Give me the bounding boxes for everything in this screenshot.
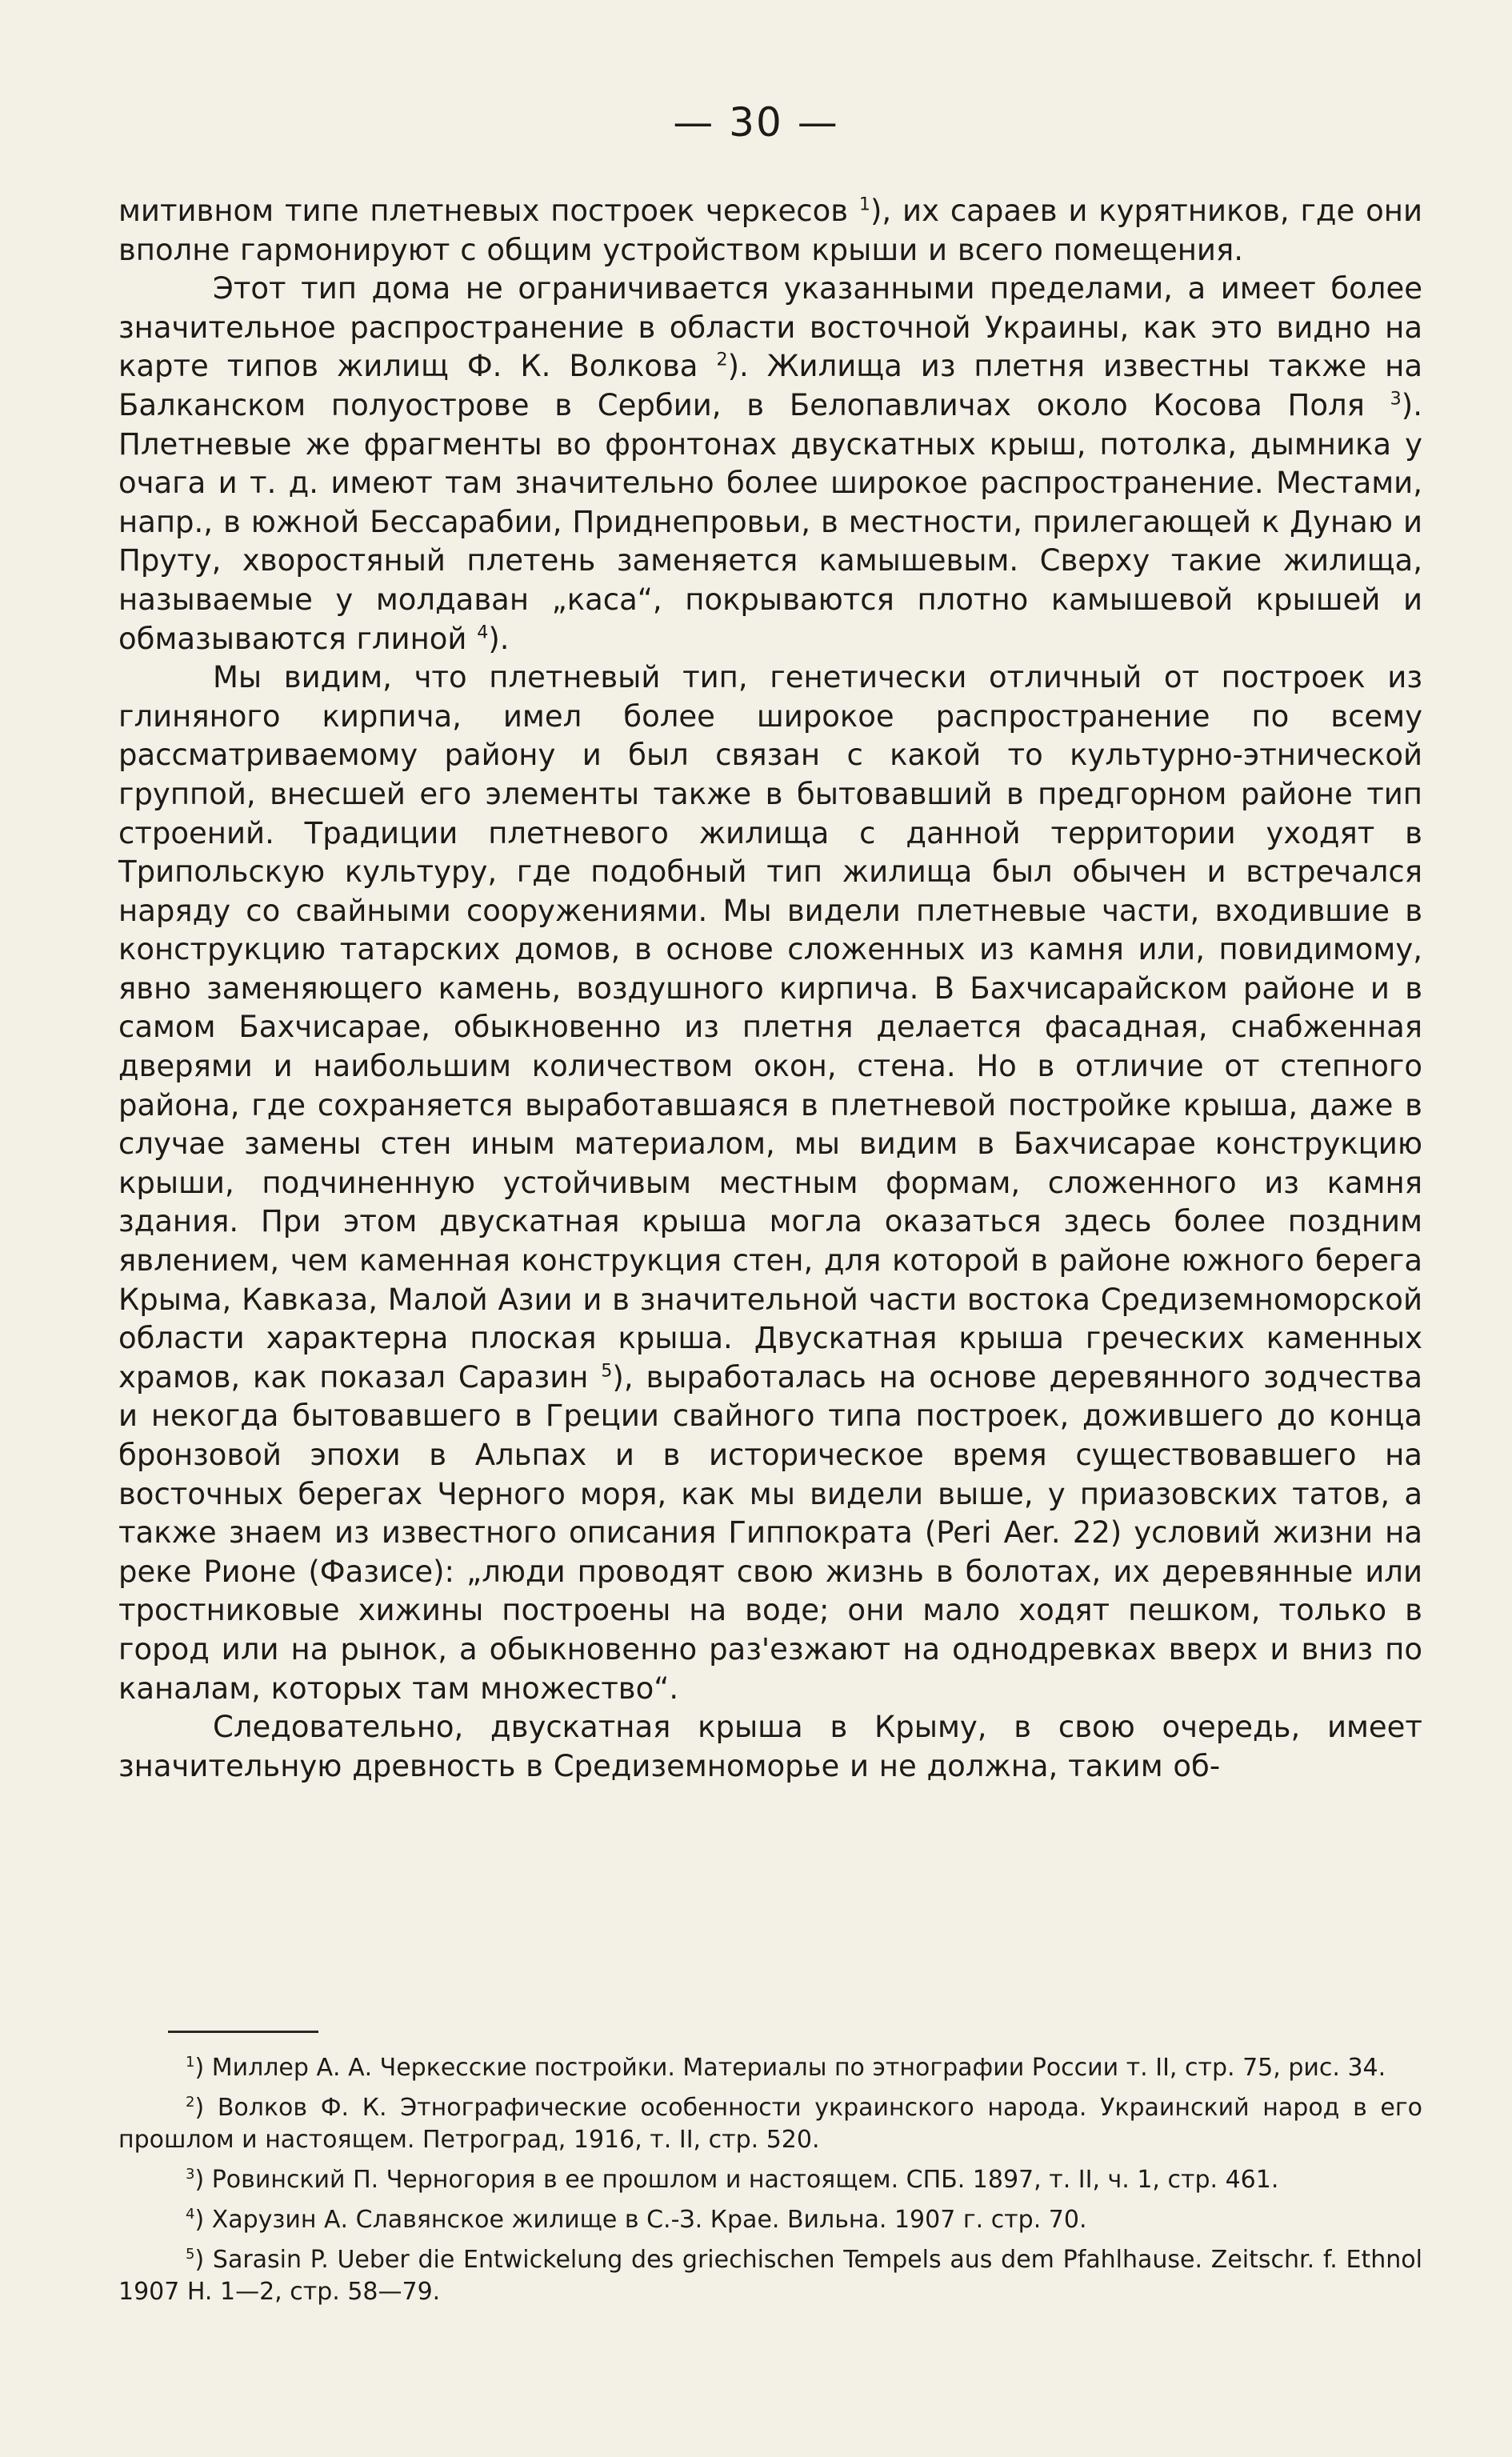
text-segment: ). Плетневые же фрагменты во фронтонах двускатных крыш, потолка, дымника у очага и т. д. имеют там значительно более широкое распространение. Местами, напр., в южной Бессарабии, Приднепровьи, в местности, прилегающей к Дунаю и Пруту, хворостяный плетень заменяется камышевым. Сверху такие жилища, называемые у молдаван „каса“, покрываются плотно камышевой крышей и обмазываются глиной	[118, 387, 1422, 656]
footnote-text: Волков Ф. К. Этнографические особенности украинского народа. Украинский народ в его прошлом и настоящем. Петроград, 1916, т. II, стр. 520.	[118, 2094, 1422, 2154]
footnote-mark: 3	[186, 2166, 195, 2183]
footnote: $^4$) Харузин А. Славянское жилище в С.-З. Крае. Вильна. 1907 г. стр. 70.	[186, 2206, 1087, 2234]
footnote-divider	[168, 2031, 318, 2033]
text-segment: Этот тип дома не ограничивается указанными пределами, а имеет более значительное распространение в области восточной Украины, как это видно на карте типов жилищ Ф. К. Волкова	[118, 271, 1422, 384]
text-segment: Следовательно, двускатная крыша в Крыму, в свою очередь, имеет значительную древность в Средиземноморье и не должна, таким об-	[118, 1710, 1422, 1783]
text-segment: ), их сараев и курятников, где они вполне гармонируют с общим устройством крыши и всего помещения.	[118, 194, 1422, 267]
main-text	[118, 192, 1422, 1786]
footnote-ref: 1	[858, 194, 870, 215]
footnote-mark: 4	[186, 2206, 195, 2223]
footnote-ref: 2	[716, 350, 728, 371]
footnote: $^5$) Sarasin P. Ueber die Entwickelung des griechischen Tempels aus dem Pfahlhause. Zeitschr. f. Ethnol 1907 H. 1—2, стр. 58—79.	[118, 2246, 1422, 2306]
text-segment: ).	[488, 621, 510, 656]
paragraph	[118, 1708, 1422, 1786]
page-number: — 30 —	[673, 99, 839, 146]
paragraph	[118, 658, 1422, 1708]
footnote-text: Sarasin P. Ueber die Entwickelung des griechischen Tempels aus dem Pfahlhause. Zeitschr. f. Ethnol 1907 H. 1—2, стр. 58—79.	[118, 2246, 1422, 2306]
text-segment: Мы видим, что плетневый тип, генетически отличный от построек из глиняного кирпича, имел более широкое распространение по всему рассматриваемому району и был связан с какой то культурно-этнической группой, внесшей его элементы также в бытовавший в предгорном районе тип строений. Традиции плетневого жилища с данной территории уходят в Трипольскую культуру, где подобный тип жилища был обычен и встречался наряду со свайными сооружениями. Мы видели плетневые части, входившие в конструкцию татарских домов, в основе сложенных из камня или, повидимому, явно заменяющего камень, воздушного кирпича. В Бахчисарайском районе и в самом Бахчисарае, обыкновенно из плетня делается фасадная, снабженная дверями и наибольшим количеством окон, стена. Но в отличие от степного района, где сохраняется выработавшаяся в плетневой постройке крыша, даже в случае замены стен иным материалом, мы видим в Бахчисарае конструкцию крыши, подчиненную устойчивым местным формам, сложенного из камня здания. При этом двускатная крыша могла оказаться здесь более поздним явлением, чем каменная конструкция стен, для которой в районе южного берега Крыма, Кавказа, Малой Азии и в значительной части востока Средиземноморской области характерна плоская крыша. Двускатная крыша греческих каменных храмов, как показал Саразин	[118, 660, 1422, 1395]
footnote-mark: 1	[186, 2054, 195, 2071]
footnote-text: Миллер А. А. Черкесские постройки. Материалы по этнографии России т. II, стр. 75, рис. 34.	[211, 2054, 1386, 2082]
footnote-text: Ровинский П. Черногория в ее прошлом и настоящем. СПБ. 1897, т. II, ч. 1, стр. 461.	[211, 2166, 1279, 2194]
footnote-text: Харузин А. Славянское жилище в С.-З. Крае. Вильна. 1907 г. стр. 70.	[211, 2206, 1087, 2234]
paragraph	[118, 270, 1422, 658]
footnote-mark: 5	[186, 2246, 195, 2263]
text-segment: ). Жилища из плетня известны также на Балканском полуострове в Сербии, в Белопавличах около Косова Поля	[118, 349, 1422, 422]
footnote-ref: 3	[1390, 388, 1402, 410]
paragraph	[118, 192, 1422, 270]
footnotes	[118, 2052, 1422, 2316]
text-segment: ), выработалась на основе деревянного зодчества и некогда бытовавшего в Греции свайного типа построек, дожившего до конца бронзовой эпохи в Альпах и в историческое время существовавшего на восточных берегах Черного моря, как мы видели выше, у приазовских татов, а также знаем из известного описания Гиппократа (Peri Aer. 22) условий жизни на реке Рионе (Фазисе): „люди проводят свою жизнь в болотах, их деревянные или тростниковые хижины построены на воде; они мало ходят пешком, только в город или на рынок, а обыкновенно раз'езжают на однодревках вверх и вниз по каналам, которых там множество“.	[118, 1359, 1422, 1706]
footnote: $^1$) Миллер А. А. Черкесские постройки. Материалы по этнографии России т. II, стр. 75, рис. 34.	[186, 2054, 1386, 2082]
footnote: $^3$) Ровинский П. Черногория в ее прошлом и настоящем. СПБ. 1897, т. II, ч. 1, стр. 461.	[186, 2166, 1279, 2194]
footnote: $^2$) Волков Ф. К. Этнографические особенности украинского народа. Украинский народ в его прошлом и настоящем. Петроград, 1916, т. II, стр. 520.	[118, 2094, 1422, 2154]
footnote-ref: 5	[601, 1360, 613, 1382]
footnote-mark: 2	[186, 2094, 195, 2111]
footnote-ref: 4	[477, 622, 489, 643]
text-segment: митивном типе плетневых построек черкесов	[118, 194, 859, 228]
